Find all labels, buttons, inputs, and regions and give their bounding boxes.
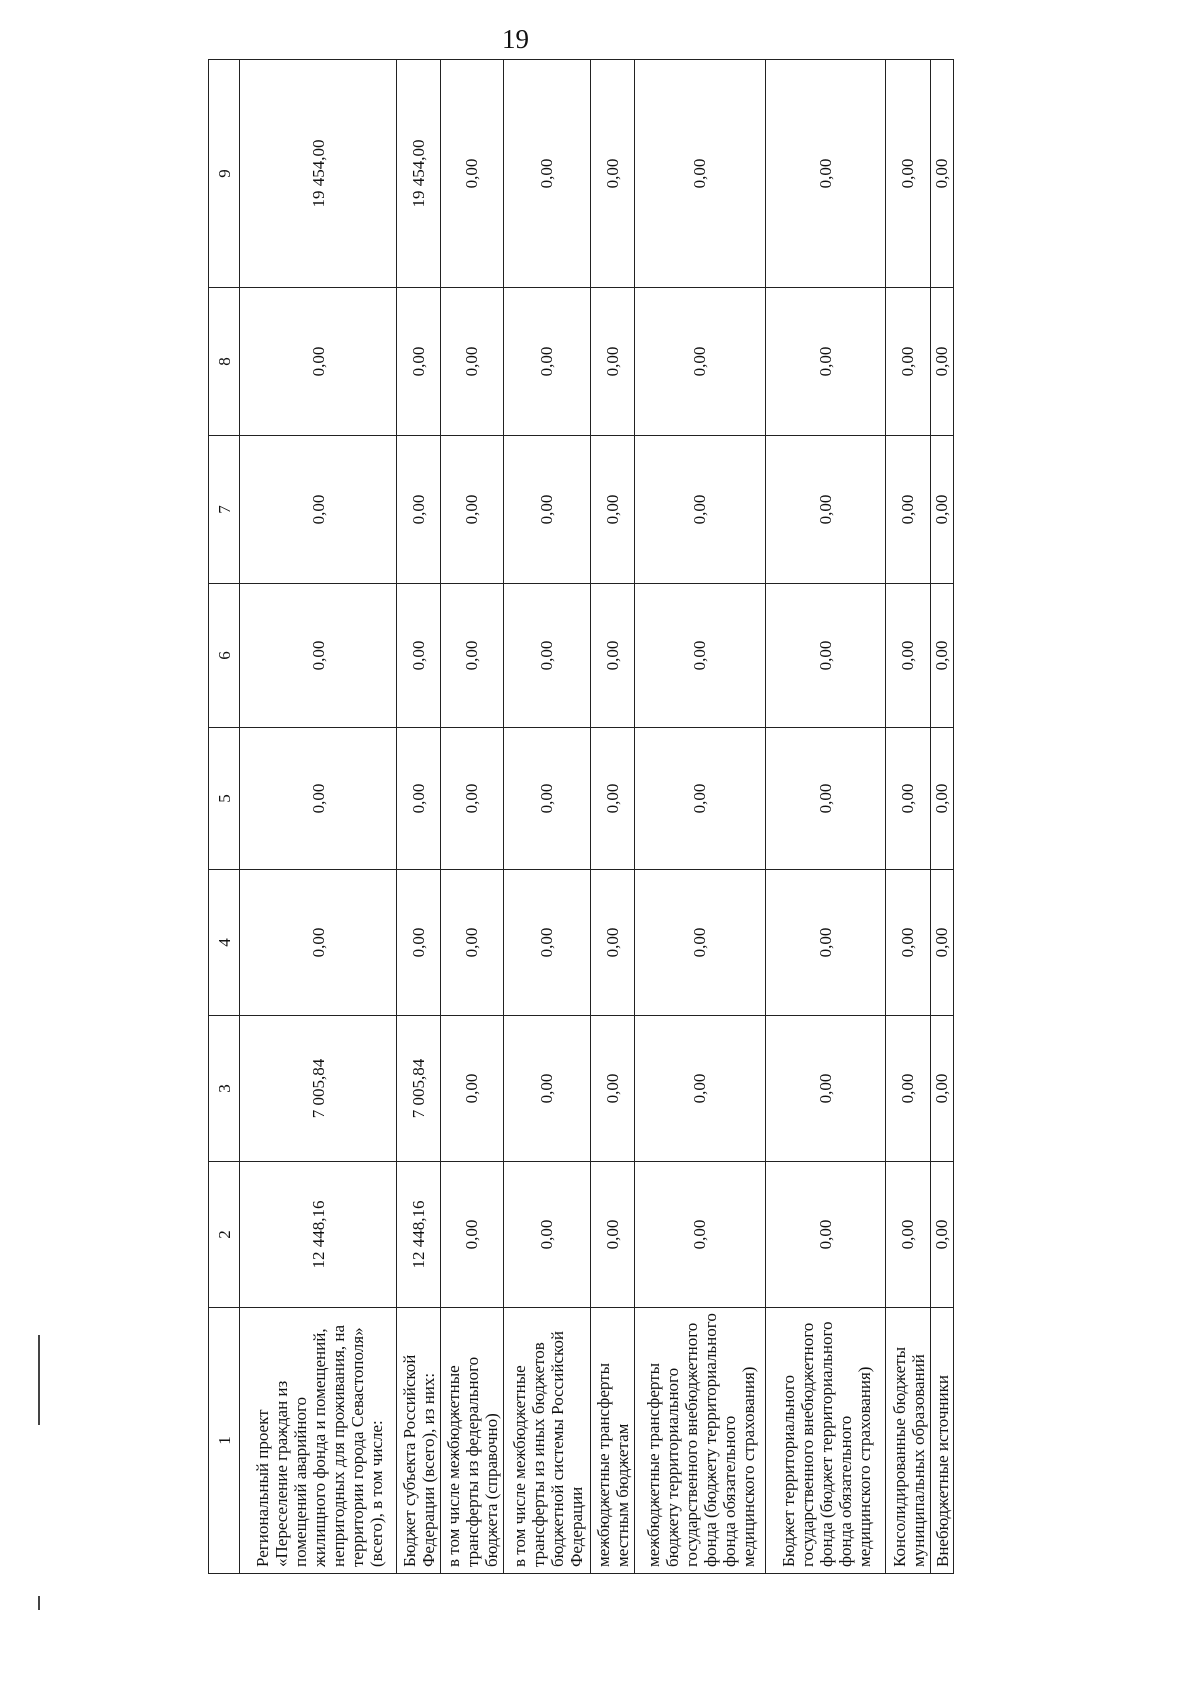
table-row — [503, 60, 590, 1574]
table-cell: 0,00 — [397, 436, 441, 584]
row-label: Консолидированные бюджеты муниципальных образований — [886, 1308, 931, 1574]
table-cell: 0,00 — [634, 870, 766, 1016]
table-cell: 0,00 — [886, 1162, 931, 1308]
row-label: Бюджет территориального государственного внебюджетного фонда (бюджет территориального фонда обязательного медицинского страхования) — [766, 1308, 886, 1574]
left-margin-line — [38, 1335, 40, 1425]
table-cell: 0,00 — [590, 584, 634, 728]
table-cell: 0,00 — [930, 870, 953, 1016]
column-header: 2 — [209, 1162, 240, 1308]
table-cell: 0,00 — [766, 1016, 886, 1162]
table-cell: 0,00 — [634, 728, 766, 870]
table-cell: 0,00 — [886, 870, 931, 1016]
row-label: в том числе межбюджетные трансферты из иных бюджетов бюджетной системы Российской Федерации — [503, 1308, 590, 1574]
table-cell: 12 448,16 — [397, 1162, 441, 1308]
column-header: 3 — [209, 1016, 240, 1162]
page-number: 19 — [502, 24, 529, 54]
table-cell: 19 454,00 — [240, 60, 397, 288]
table-row — [590, 60, 634, 1574]
column-header: 6 — [209, 584, 240, 728]
table-cell: 0,00 — [766, 60, 886, 288]
table-cell: 0,00 — [397, 288, 441, 436]
column-header: 5 — [209, 728, 240, 870]
row-label: в том числе межбюджетные трансферты из федерального бюджета (справочно) — [440, 1308, 503, 1574]
table-cell: 0,00 — [397, 870, 441, 1016]
table-cell: 0,00 — [766, 1162, 886, 1308]
table-cell: 0,00 — [886, 288, 931, 436]
table-cell: 0,00 — [634, 60, 766, 288]
table-cell: 12 448,16 — [240, 1162, 397, 1308]
table-cell: 0,00 — [930, 584, 953, 728]
financing-table — [208, 59, 954, 1574]
table-cell: 0,00 — [886, 436, 931, 584]
table-cell: 0,00 — [240, 288, 397, 436]
table-cell: 0,00 — [930, 1016, 953, 1162]
column-header: 9 — [209, 60, 240, 288]
column-header: 1 — [209, 1308, 240, 1574]
table-cell: 0,00 — [440, 584, 503, 728]
table-row — [766, 60, 886, 1574]
table-cell: 0,00 — [886, 584, 931, 728]
row-label: Региональный проект «Переселение граждан из помещений аварийного жилищного фонда и помещений, непригодных для проживания, на территории города Севастополя» (всего), в том числе: — [240, 1308, 397, 1574]
table-cell: 0,00 — [634, 584, 766, 728]
table-cell: 0,00 — [590, 728, 634, 870]
table-cell: 0,00 — [440, 60, 503, 288]
table-cell: 7 005,84 — [397, 1016, 441, 1162]
table-cell: 0,00 — [240, 436, 397, 584]
table-cell: 19 454,00 — [397, 60, 441, 288]
table-cell: 0,00 — [503, 60, 590, 288]
table-cell: 0,00 — [503, 288, 590, 436]
table-cell: 0,00 — [886, 728, 931, 870]
row-label: Бюджет субъекта Российской Федерации (всего), из них: — [397, 1308, 441, 1574]
table-cell: 0,00 — [590, 288, 634, 436]
table-cell: 0,00 — [590, 60, 634, 288]
left-margin-line-short — [38, 1596, 40, 1610]
table-row — [397, 60, 441, 1574]
table-cell: 0,00 — [590, 1016, 634, 1162]
table-cell: 0,00 — [503, 584, 590, 728]
table-cell: 0,00 — [590, 870, 634, 1016]
table-cell: 0,00 — [503, 728, 590, 870]
row-label: Внебюджетные источники — [930, 1308, 953, 1574]
table-cell: 0,00 — [930, 1162, 953, 1308]
table-cell: 0,00 — [766, 288, 886, 436]
table-row — [634, 60, 766, 1574]
table-cell: 0,00 — [397, 584, 441, 728]
table-cell: 0,00 — [503, 436, 590, 584]
table-cell: 0,00 — [590, 1162, 634, 1308]
column-header: 8 — [209, 288, 240, 436]
column-header: 4 — [209, 870, 240, 1016]
table-cell: 0,00 — [766, 728, 886, 870]
table-cell: 0,00 — [634, 1016, 766, 1162]
table-cell: 0,00 — [766, 436, 886, 584]
row-label: межбюджетные трансферты бюджету территориального государственного внебюджетного фонда (бюджету территориального фонда обязательного медицинского страхования) — [634, 1308, 766, 1574]
table-cell: 0,00 — [440, 436, 503, 584]
row-label: межбюджетные трансферты местным бюджетам — [590, 1308, 634, 1574]
table-row — [240, 60, 397, 1574]
table-cell: 0,00 — [634, 288, 766, 436]
table-cell: 0,00 — [240, 584, 397, 728]
table-cell: 0,00 — [634, 436, 766, 584]
table-row — [886, 60, 931, 1574]
table-cell: 0,00 — [886, 1016, 931, 1162]
table-header-row — [209, 60, 240, 1574]
table-cell: 7 005,84 — [240, 1016, 397, 1162]
table-cell: 0,00 — [240, 728, 397, 870]
table-cell: 0,00 — [930, 60, 953, 288]
table-cell: 0,00 — [590, 436, 634, 584]
table-cell: 0,00 — [886, 60, 931, 288]
table-cell: 0,00 — [766, 584, 886, 728]
table-cell: 0,00 — [240, 870, 397, 1016]
table-cell: 0,00 — [930, 288, 953, 436]
table-row — [930, 60, 953, 1574]
table-cell: 0,00 — [634, 1162, 766, 1308]
table-cell: 0,00 — [440, 288, 503, 436]
table-cell: 0,00 — [440, 728, 503, 870]
table-cell: 0,00 — [930, 728, 953, 870]
table-cell: 0,00 — [440, 870, 503, 1016]
column-header: 7 — [209, 436, 240, 584]
table-cell: 0,00 — [397, 728, 441, 870]
table-cell: 0,00 — [503, 1162, 590, 1308]
table-cell: 0,00 — [503, 1016, 590, 1162]
table-row — [440, 60, 503, 1574]
table-cell: 0,00 — [503, 870, 590, 1016]
table-cell: 0,00 — [930, 436, 953, 584]
financing-table-rotated — [208, 60, 954, 1574]
table-cell: 0,00 — [440, 1016, 503, 1162]
table-cell: 0,00 — [766, 870, 886, 1016]
table-cell: 0,00 — [440, 1162, 503, 1308]
